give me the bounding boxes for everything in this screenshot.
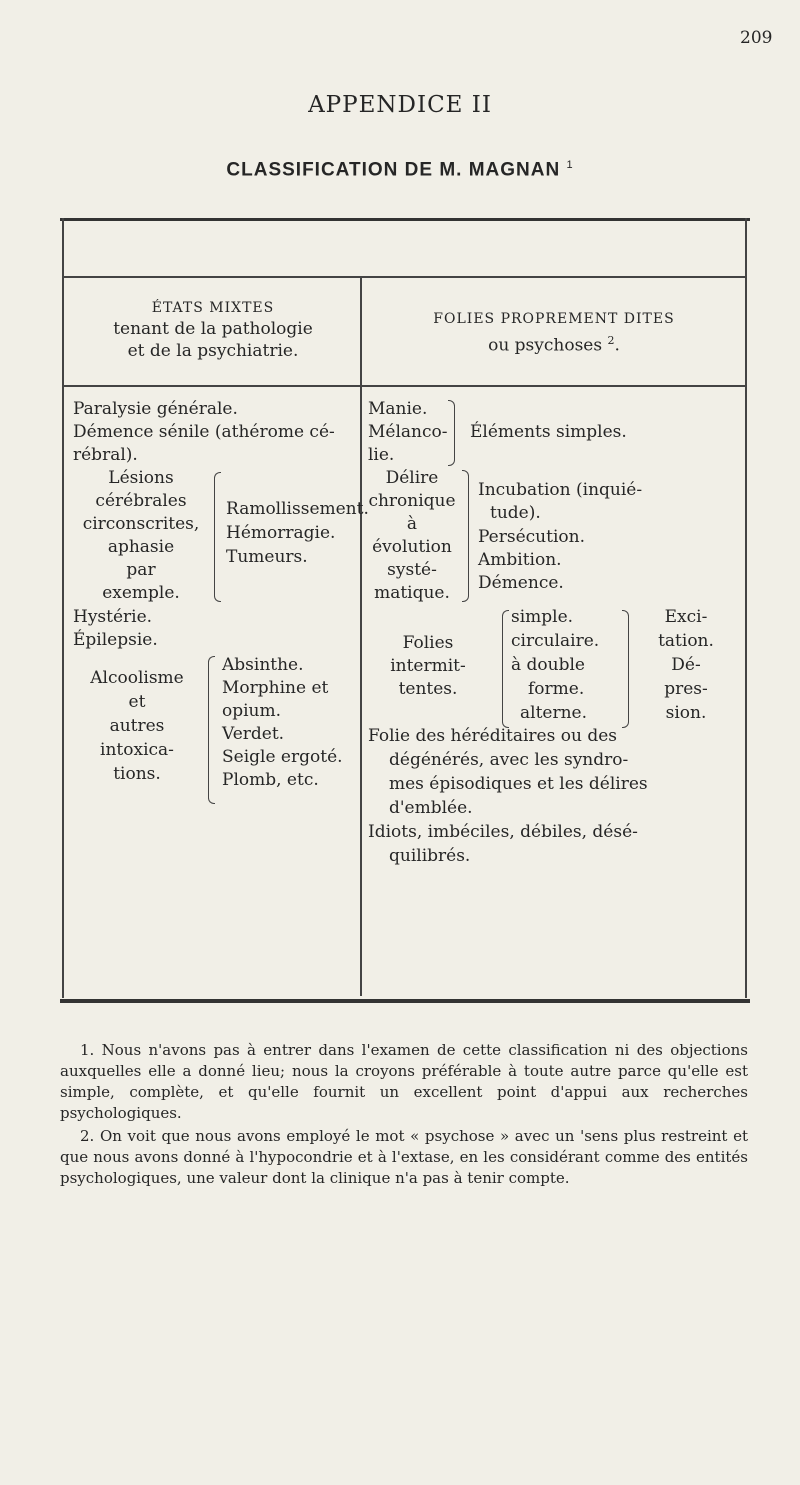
delire-label: systé- [387, 560, 437, 580]
toxique: Plomb, etc. [222, 770, 319, 790]
lesions-brace [214, 472, 221, 602]
left-header-title: ÉTATS MIXTES [151, 300, 275, 316]
lesions-label: circonscrites, [82, 514, 200, 534]
folie-type: à double [511, 655, 585, 675]
toxique: Absinthe. [222, 655, 304, 675]
demence-senile: Démence sénile (athérome cé- [73, 422, 335, 442]
footnote-ref-2: 2 [607, 334, 615, 347]
lesions-label: exemple. [102, 583, 180, 603]
hysterie: Hystérie. [73, 607, 153, 627]
right-header-title: FOLIES PROPREMENT DITES [433, 311, 675, 327]
folie-phase: Exci- [664, 607, 708, 627]
folie-hereditaires: mes épisodiques et les délires [389, 774, 648, 794]
lesions-label: aphasie [107, 537, 175, 557]
classification-title: CLASSIFICATION DE M. MAGNAN $^1$ [226, 159, 574, 181]
toxique: Verdet. [222, 724, 285, 744]
delire-stage: Incubation (inquié- [478, 480, 643, 500]
toxique: opium. [222, 701, 282, 721]
folie-hereditaires: dégénérés, avec les syndro- [389, 750, 629, 770]
footnote-1: 1. Nous n'avons pas à entrer dans l'examen de cette classification ni des objections auxquelles elle a donné lieu; nous la croyons préférable à toute autre parce qu'elle est simple, complète, et qu'elle fournit un excellent point d'appui aux recherches psychologiques. [60, 1041, 748, 1122]
toxique: Seigle ergoté. [222, 747, 343, 767]
paralysie-generale: Paralysie générale. [73, 399, 238, 419]
lesion-type: Hémorragie. [226, 523, 336, 543]
lesion-type: Ramollissement. [226, 499, 369, 519]
elements-simples: Éléments simples. [470, 422, 627, 442]
toxique: Morphine et [222, 678, 329, 698]
delire-stage: Démence. [478, 573, 564, 593]
melancolie: Mélanco- [368, 422, 448, 442]
delire-label: Délire [385, 468, 439, 488]
delire-label: chronique [368, 491, 456, 511]
folie-phase: Dé- [671, 655, 701, 675]
lesions-label: Lésions [108, 468, 174, 488]
idiots: Idiots, imbéciles, débiles, désé- [368, 822, 638, 842]
folies-brace [502, 610, 509, 728]
folies-label: tentes. [398, 679, 458, 699]
epilepsie: Épilepsie. [73, 630, 158, 650]
melancolie-cont: lie. [368, 445, 395, 465]
footnote-2: 2. On voit que nous avons employé le mot « psychose » avec un 'sens plus restreint et que nous avons donné à l'hypocondrie et à l'extase, en les considérant comme des entités psychologiques, une valeur dont la clinique n'a pas à tenir compte. [60, 1127, 748, 1187]
alcoolisme-label: intoxica- [100, 740, 174, 760]
folie-hereditaires: Folie des héréditaires ou des [368, 726, 617, 746]
phases-brace [622, 610, 629, 728]
left-header-line2: tenant de la pathologie [113, 319, 313, 339]
folie-phase: sion. [665, 703, 707, 723]
folie-phase: tation. [658, 631, 714, 651]
folie-type: circulaire. [511, 631, 600, 651]
manie: Manie. [368, 399, 428, 419]
delire-stage: Persécution. [478, 527, 585, 547]
delire-label: à [406, 514, 418, 534]
appendix-title: APPENDICE II [308, 92, 492, 118]
lesion-type: Tumeurs. [226, 547, 308, 567]
delire-stage: tude). [490, 503, 541, 523]
page-number: 209 [740, 28, 773, 48]
right-header-line2: ou psychoses $^2$. [488, 334, 620, 356]
demence-senile-cont: rébral). [73, 445, 138, 465]
table-top-rule [62, 276, 747, 278]
header-rule [62, 385, 747, 387]
folie-type: forme. [528, 679, 585, 699]
folies-label: intermit- [390, 656, 466, 676]
delire-label: évolution [372, 537, 452, 557]
folie-type: alterne. [520, 703, 588, 723]
delire-stage: Ambition. [478, 550, 562, 570]
folies-label: Folies [402, 633, 454, 653]
simples-brace [448, 400, 455, 466]
idiots: quilibrés. [389, 846, 471, 866]
folie-type: simple. [511, 607, 574, 627]
folie-hereditaires: d'emblée. [389, 798, 473, 818]
delire-brace [462, 470, 469, 602]
left-header-line3: et de la psychiatrie. [127, 341, 299, 361]
lesions-label: par [126, 560, 156, 580]
folie-phase: pres- [664, 679, 708, 699]
delire-label: matique. [374, 583, 450, 603]
toxiques-brace [208, 656, 215, 804]
alcoolisme-label: tions. [113, 764, 161, 784]
table-left-border [62, 218, 64, 998]
lesions-label: cérébrales [95, 491, 187, 511]
alcoolisme-label: autres [109, 716, 165, 736]
alcoolisme-label: et [128, 692, 146, 712]
footnote-ref-1: 1 [566, 159, 574, 171]
alcoolisme-label: Alcoolisme [90, 668, 184, 688]
footnotes [60, 1040, 748, 1191]
